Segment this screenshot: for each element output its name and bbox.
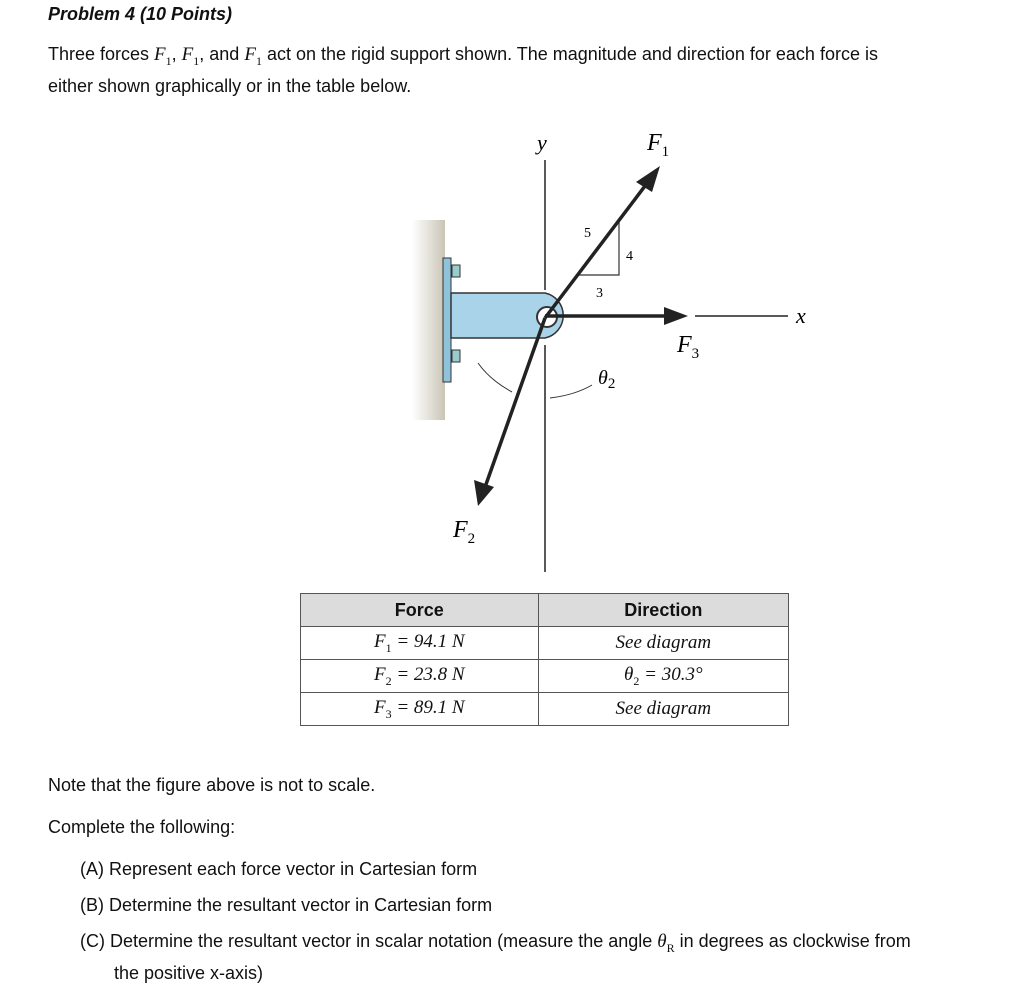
intro-text: , and — [199, 44, 245, 64]
f1-arrowhead — [636, 166, 660, 192]
task-c: (C) Determine the resultant vector in scalar notation (measure the angle $\theta_R$ in degrees as clockwise from — [80, 931, 911, 955]
force-cell: $F_3 = 89.1$ N — [301, 693, 539, 726]
intro-text: act on the rigid support shown. The magnitude and direction for each force is — [261, 44, 878, 64]
table-row — [301, 693, 789, 726]
header-force: Force — [301, 594, 539, 627]
intro-text: , — [171, 44, 182, 64]
table-row — [301, 660, 789, 693]
task-b: (B) Determine the resultant vector in Cartesian form — [80, 895, 493, 915]
forces-table — [300, 593, 789, 726]
force-symbol: $F_1$ — [181, 44, 200, 68]
table-row — [301, 627, 789, 660]
task-c-line-2: the positive x-axis) — [114, 963, 264, 983]
theta-arc — [550, 385, 592, 398]
f3-arrowhead — [664, 307, 688, 325]
f3-label: $F_3$ — [677, 332, 700, 362]
task-a: (A) Represent each force vector in Cartesian form — [80, 859, 478, 879]
y-axis-label: y — [537, 130, 547, 155]
note-text: Note that the figure above is not to scale. — [48, 775, 376, 795]
f2-label: $F_2$ — [453, 517, 476, 547]
header-direction: Direction — [538, 594, 788, 627]
angle-arc-left — [478, 363, 512, 392]
table-header-row — [301, 594, 789, 627]
slope-rise-label: 4 — [626, 249, 633, 264]
x-axis-label: x — [796, 303, 806, 328]
force-cell: $F_2 = 23.8$ N — [301, 660, 539, 693]
bolt-top — [452, 265, 460, 277]
direction-cell: See diagram — [538, 693, 788, 726]
f2-arrowhead — [474, 480, 494, 506]
bolt-bottom — [452, 350, 460, 362]
intro-text: Three forces — [48, 44, 155, 64]
wall — [412, 220, 445, 420]
slope-hyp-label: 5 — [584, 226, 591, 241]
problem-title: Problem 4 (10 Points) — [48, 4, 233, 24]
force-symbol: $F_1$ — [244, 44, 262, 68]
force-cell: $F_1 = 94.1$ N — [301, 627, 539, 660]
force-symbol: $F_1$ — [154, 44, 172, 68]
slope-run-label: 3 — [596, 286, 603, 301]
base-plate — [443, 258, 451, 382]
theta2-label: $\theta_2$ — [598, 367, 616, 392]
direction-cell: See diagram — [538, 627, 788, 660]
f2-arrow — [484, 318, 545, 490]
direction-cell: $\theta_2 = 30.3^\circ$ — [538, 660, 788, 693]
complete-text: Complete the following: — [48, 817, 236, 837]
f1-label: $F_1$ — [647, 130, 670, 160]
intro-line-2: either shown graphically or in the table below. — [48, 76, 412, 96]
